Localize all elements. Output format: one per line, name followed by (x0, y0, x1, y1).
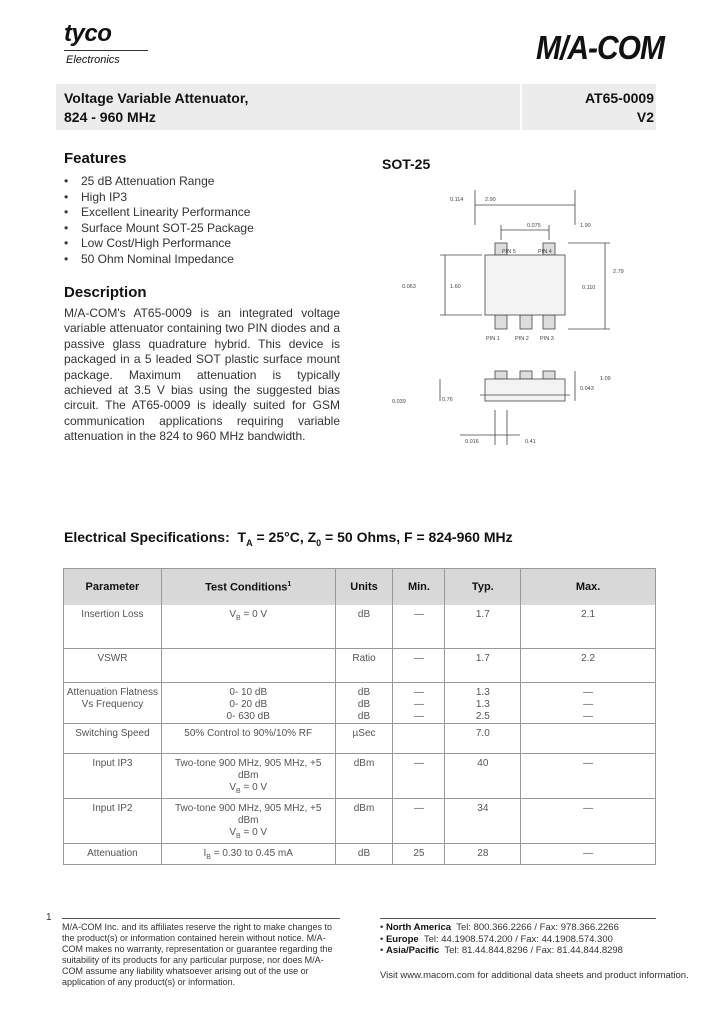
table-row: Attenuation Flatness Vs Frequency 0- 10 dB 0- 20 dB 0- 630 dB dB dB dB — — — 1.3 1.3 2.5 — — — (64, 682, 656, 723)
contact-asia-pacific: • Asia/Pacific Tel: 81.44.844.8296 / Fax: 81.44.844.8298 (380, 945, 623, 956)
dim-top-width: 0.114 (450, 197, 464, 203)
pin-label-top: PIN 5 (502, 249, 516, 255)
page-number: 1 (46, 912, 52, 923)
table-row: Input IP2 Two-tone 900 MHz, 905 MHz, +5 dBm $V_B = 0$ V dBm — 34 — (64, 798, 656, 843)
part-number-block (560, 89, 654, 127)
footer-rule-left (62, 918, 340, 919)
dim-height-mm: 0.76 (442, 397, 453, 403)
pin-label-top: PIN 4 (538, 249, 552, 255)
macom-logo: M/A-COM (536, 30, 664, 67)
col-max: Max. (521, 569, 656, 606)
table-header-row (64, 569, 656, 606)
part-number: AT65-0009 (584, 90, 654, 106)
feature-item: • 25 dB Attenuation Range (64, 174, 254, 190)
description-heading: Description (64, 284, 147, 301)
dim-pitch-mm: 1.90 (580, 223, 591, 229)
dim-height: 0.039 (392, 399, 406, 405)
dim-span-mm: 2.79 (613, 269, 624, 275)
dim-pitch: 0.075 (527, 223, 541, 229)
table-row: Attenuation $I_B = 0.30$ to 0.45 mA dB 25 28 — (64, 843, 656, 864)
visit-website-text[interactable]: Visit www.macom.com for additional data sheets and product information. (380, 970, 689, 981)
col-min: Min. (393, 569, 445, 606)
title-band-divider (520, 84, 522, 130)
features-heading: Features (64, 150, 127, 167)
title-line-2: 824 - 960 MHz (64, 109, 156, 125)
table-row: Insertion Loss $V_B = 0$ V dB — 1.7 2.1 (64, 605, 656, 648)
dim-body-width: 0.063 (402, 284, 416, 290)
table-row: VSWR Ratio — 1.7 2.2 (64, 648, 656, 682)
contact-europe: • Europe Tel: 44.1908.574.200 / Fax: 44.1908.574.300 (380, 933, 613, 945)
features-list (64, 174, 254, 268)
dim-lead-width-mm: 0.41 (525, 439, 536, 445)
footer-rule-right (380, 918, 656, 919)
version: V2 (636, 109, 654, 125)
contact-list (380, 922, 623, 957)
dim-span: 0.110 (582, 285, 596, 291)
table-row: Switching Speed 50% Control to 90%/10% RF µSec 7.0 (64, 723, 656, 753)
package-outline-drawing (350, 185, 650, 455)
tyco-electronics-label: Electronics (66, 54, 120, 66)
dim-body-width-mm: 1.60 (450, 284, 461, 290)
dim-top-width-mm: 2.90 (485, 197, 496, 203)
feature-item: • Surface Mount SOT-25 Package (64, 221, 254, 237)
col-typ: Typ. (445, 569, 521, 606)
dim-lead-width: 0.016 (465, 439, 479, 445)
dim-standoff: 0.043 (580, 386, 594, 392)
feature-item: • 50 Ohm Nominal Impedance (64, 252, 254, 268)
description-text: M/A-COM's AT65-0009 is an integrated voltage variable attenuator containing two PIN diodes and a passive glass quadrature hybrid. This device is packaged in a 5 leaded SOT plastic surface mount package. Maximum attenuation is typically achieved at 3.5 V bias using the suggested bias circuit. The AT65-0009 is ideally suited for GSM communication applications requiring variable attenuation in the 824 to 960 MHz bandwidth. (64, 306, 340, 444)
pin-label-bottom: PIN 2 (515, 336, 529, 342)
col-units: Units (335, 569, 393, 606)
col-parameter: Parameter (64, 569, 162, 606)
contact-north-america: • North America Tel: 800.366.2266 / Fax: 978.366.2266 (380, 922, 619, 933)
pin-label-bottom: PIN 3 (540, 336, 554, 342)
feature-item: • Low Cost/High Performance (64, 236, 254, 252)
electrical-spec-heading: Electrical Specifications: $T_A = 25^\circ C$, $Z_0 = 50$ Ohms, F = 824-960 MHz (64, 529, 513, 548)
tyco-logo: tyco (64, 20, 112, 47)
title-line-1: Voltage Variable Attenuator, (64, 90, 249, 106)
logo-divider (64, 50, 148, 51)
disclaimer-text: M/A-COM Inc. and its affiliates reserve the right to make changes to the product(s) or information contained herein without notice. M/A-COM makes no warranty, representation or guarantee regarding the suitability of its products for any particular purpose, nor does M/A-COM assume any liability whatsoever arising out of the use or application of any product(s) or information. (62, 922, 333, 987)
document-title (64, 89, 248, 127)
dim-standoff-mm: 1.09 (600, 376, 611, 382)
electrical-spec-table (63, 568, 656, 865)
col-test-conditions: Test Conditions$^1$ (161, 569, 335, 606)
feature-item: • Excellent Linearity Performance (64, 205, 254, 221)
table-row: Input IP3 Two-tone 900 MHz, 905 MHz, +5 dBm $V_B = 0$ V dBm — 40 — (64, 753, 656, 798)
package-title: SOT-25 (382, 156, 431, 172)
pin-label-bottom: PIN 1 (486, 336, 500, 342)
feature-item: • High IP3 (64, 190, 254, 206)
